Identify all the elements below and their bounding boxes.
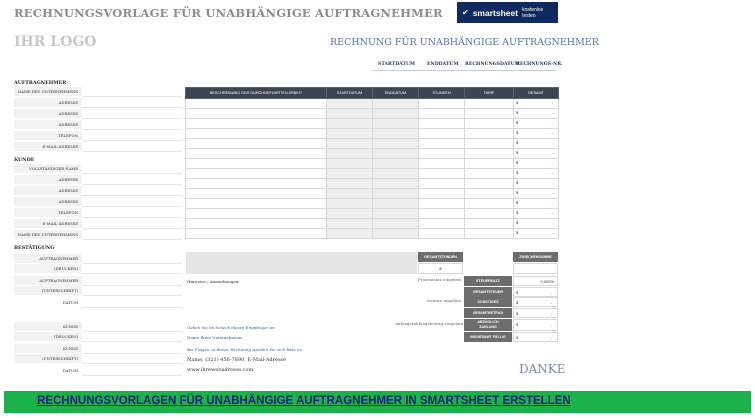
row-end-cell[interactable] — [373, 99, 419, 109]
contractor-field-input[interactable] — [82, 142, 182, 152]
row-total-cell — [514, 119, 559, 129]
row-hours-cell[interactable] — [419, 189, 465, 199]
signature-input[interactable] — [82, 354, 182, 364]
row-total-value: - — [551, 230, 553, 235]
row-rate-cell[interactable] — [465, 109, 514, 119]
col-rate: TARIF — [465, 88, 514, 99]
signature-label: (UNTERSCHRIFT) — [14, 354, 82, 364]
check-payee-line: Geben Sie im Scheck diesen Empfänger an: — [187, 325, 276, 330]
row-end-cell[interactable] — [373, 109, 419, 119]
row-start-cell[interactable] — [327, 159, 373, 169]
total-tax-label: GESAMTSTEUER — [464, 287, 512, 297]
customer-field-input[interactable] — [82, 197, 182, 207]
row-description-cell[interactable] — [186, 139, 327, 149]
col-description: BESCHREIBUNG DER DURCHGEFÜHRTEN ARBEIT — [186, 88, 327, 99]
customer-field-label: ADRESSE — [14, 175, 82, 185]
table-row — [186, 119, 559, 129]
table-row — [186, 209, 559, 219]
customer-field-label: VOLLSTÄNDIGER NAME — [14, 164, 82, 174]
smartsheet-banner-link[interactable]: RECHNUNGSVORLAGEN FÜR UNABHÄNGIGE AUFTRAGNEHMER IN SMARTSHEET ERSTELLEN — [37, 395, 571, 407]
row-currency: $ — [516, 140, 519, 145]
total-due-value-box — [513, 332, 558, 342]
row-hours-cell[interactable] — [419, 169, 465, 179]
row-hours-cell[interactable] — [419, 179, 465, 189]
row-currency: $ — [516, 180, 519, 185]
row-rate-cell[interactable] — [465, 99, 514, 109]
total-due-value: - — [550, 335, 552, 340]
row-start-cell[interactable] — [327, 169, 373, 179]
row-description-cell[interactable] — [186, 119, 327, 129]
total-amount-label: GESAMTBETRAG — [464, 308, 512, 318]
end-date-header: ENDDATUM — [427, 62, 459, 67]
row-total-cell — [514, 169, 559, 179]
row-total-value: - — [551, 110, 553, 115]
customer-field-input[interactable] — [82, 186, 182, 196]
page-title: RECHNUNGSVORLAGE FÜR UNABHÄNGIGE AUFTRAGNEHMER — [14, 6, 443, 20]
smartsheet-trial-button[interactable] — [457, 2, 558, 23]
summary-grey-band — [186, 252, 417, 274]
customer-field-input[interactable] — [82, 164, 182, 174]
row-end-cell[interactable] — [373, 229, 419, 239]
row-total-value: - — [551, 130, 553, 135]
customer-section-label: KUNDE — [14, 157, 35, 163]
table-row — [186, 189, 559, 199]
enter-other-hint: weitere angeben — [427, 298, 461, 303]
advance-label-line-1: ABZÜGLICH — [477, 320, 499, 324]
row-currency: $ — [516, 170, 519, 175]
thank-you-text: DANKE — [519, 362, 566, 376]
row-total-value: - — [551, 190, 553, 195]
row-total-value: - — [551, 120, 553, 125]
row-currency: $ — [516, 200, 519, 205]
customer-field-input[interactable] — [82, 230, 182, 240]
row-description-cell[interactable] — [186, 159, 327, 169]
total-hours-label: GESAMTSTUNDEN — [418, 252, 463, 262]
customer-field-input[interactable] — [82, 219, 182, 229]
row-total-cell — [514, 129, 559, 139]
total-hours-value: 0 — [418, 263, 463, 274]
row-start-cell[interactable] — [327, 229, 373, 239]
signature-input[interactable] — [82, 276, 182, 286]
advance-payment-value: - — [550, 322, 552, 327]
row-rate-cell[interactable] — [465, 169, 514, 179]
table-row — [186, 179, 559, 189]
signature-input[interactable] — [82, 286, 182, 296]
enter-percent-hint: Prozentsatz eingeben — [418, 277, 462, 282]
row-end-cell[interactable] — [373, 139, 419, 149]
total-tax-value: - — [550, 290, 552, 295]
signature-input[interactable] — [82, 254, 182, 264]
signature-input[interactable] — [82, 298, 182, 308]
col-end: ENDDATUM — [373, 88, 419, 99]
total-tax-value-box[interactable] — [513, 287, 558, 297]
customer-field-label: TELEFON — [14, 208, 82, 218]
contractor-field-input[interactable] — [82, 109, 182, 119]
row-start-cell[interactable] — [327, 149, 373, 159]
contractor-field-input[interactable] — [82, 131, 182, 141]
row-currency: $ — [516, 220, 519, 225]
signature-label: DATUM — [14, 298, 82, 308]
row-start-cell[interactable] — [327, 129, 373, 139]
smartsheet-cta: kostenlos testen — [522, 6, 544, 19]
row-total-cell — [514, 229, 559, 239]
signature-label: DATUM — [14, 366, 82, 376]
table-row — [186, 139, 559, 149]
row-description-cell[interactable] — [186, 179, 327, 189]
invoice-title: RECHNUNG FÜR UNABHÄNGIGE AUFTRAGNEHMER — [330, 37, 599, 48]
row-hours-cell[interactable] — [419, 109, 465, 119]
signature-input[interactable] — [82, 264, 182, 274]
date-header-divider — [372, 70, 556, 71]
signature-input[interactable] — [82, 332, 182, 342]
col-start: STARTDATUM — [327, 88, 373, 99]
other-value-box[interactable] — [513, 297, 558, 307]
smartsheet-brand: smartsheet — [472, 7, 519, 18]
row-description-cell[interactable] — [186, 229, 327, 239]
contractor-field-input[interactable] — [82, 120, 182, 130]
date-values-row[interactable] — [372, 72, 556, 80]
total-due-currency: $ — [516, 335, 519, 340]
row-hours-cell[interactable] — [419, 199, 465, 209]
row-end-cell[interactable] — [373, 169, 419, 179]
smartsheet-logo-icon: ✔ — [462, 8, 469, 17]
signature-label: KUNDE — [14, 322, 82, 332]
contractor-field-label: NAME DES UNTERNEHMENS — [14, 87, 82, 97]
row-currency: $ — [516, 120, 519, 125]
row-total-cell — [514, 99, 559, 109]
customer-field-label: ADRESSE — [14, 197, 82, 207]
table-row — [186, 219, 559, 229]
row-description-cell[interactable] — [186, 109, 327, 119]
signature-label: AUFTRAGNEHMER — [14, 276, 82, 286]
table-row — [186, 199, 559, 209]
row-start-cell[interactable] — [327, 139, 373, 149]
contractor-field-input[interactable] — [82, 87, 182, 97]
row-currency: $ — [516, 110, 519, 115]
contractor-field-label: ADRESSE — [14, 109, 82, 119]
row-description-cell[interactable] — [186, 149, 327, 159]
total-amount-value-box[interactable] — [513, 308, 558, 318]
row-hours-cell[interactable] — [419, 99, 465, 109]
signature-label: AUFTRAGNEHMER — [14, 254, 82, 264]
signature-label: KUNDE — [14, 344, 82, 354]
row-total-value: - — [551, 210, 553, 215]
invoice-number-header: RECHNUNGS-NR. — [516, 62, 563, 67]
advance-payment-value-box[interactable] — [513, 319, 558, 331]
row-end-cell[interactable] — [373, 199, 419, 209]
signature-label: (DRUCKEN) — [14, 332, 82, 342]
row-total-value: - — [551, 220, 553, 225]
table-row — [186, 149, 559, 159]
total-amount-value: - — [550, 311, 552, 316]
smartsheet-banner[interactable] — [4, 391, 751, 413]
row-end-cell[interactable] — [373, 219, 419, 229]
row-rate-cell[interactable] — [465, 219, 514, 229]
row-start-cell[interactable] — [327, 209, 373, 219]
row-total-value: - — [551, 170, 553, 175]
row-rate-cell[interactable] — [465, 199, 514, 209]
tax-rate-label: STEUERSATZ — [464, 276, 512, 286]
other-value: - — [550, 300, 552, 305]
signature-label: (DRUCKEN) — [14, 264, 82, 274]
table-row — [186, 109, 559, 119]
row-total-value: - — [551, 180, 553, 185]
row-rate-cell[interactable] — [465, 229, 514, 239]
row-hours-cell[interactable] — [419, 159, 465, 169]
row-total-cell — [514, 109, 559, 119]
row-end-cell[interactable] — [373, 179, 419, 189]
row-rate-cell[interactable] — [465, 149, 514, 159]
row-description-cell[interactable] — [186, 129, 327, 139]
questions-line: Bei Fragen zu dieser Rechnung wenden Sie sich bitte an — [187, 347, 303, 352]
table-row — [186, 129, 559, 139]
contractor-field-label: E-MAIL-ADRESSE — [14, 142, 82, 152]
row-currency: $ — [516, 230, 519, 235]
table-row — [186, 229, 559, 239]
row-description-cell[interactable] — [186, 169, 327, 179]
row-rate-cell[interactable] — [465, 119, 514, 129]
row-hours-cell[interactable] — [419, 139, 465, 149]
row-start-cell[interactable] — [327, 189, 373, 199]
row-hours-cell[interactable] — [419, 149, 465, 159]
signature-label: (UNTERSCHRIFT) — [14, 286, 82, 296]
row-total-cell — [514, 189, 559, 199]
row-rate-cell[interactable] — [465, 179, 514, 189]
row-currency: $ — [516, 130, 519, 135]
contact-line: Name, (321) 456-7890, E-Mail-Adresse — [187, 357, 287, 363]
start-date-header: STARTDATUM — [378, 62, 416, 67]
customer-field-label: NAME DES UNTERNEHMENS — [14, 230, 82, 240]
contractor-field-label: ADRESSE — [14, 98, 82, 108]
row-total-cell — [514, 199, 559, 209]
invoice-date-header: RECHNUNGSDATUM — [465, 62, 520, 67]
row-start-cell[interactable] — [327, 179, 373, 189]
contractor-section-label: AUFTRAGNEHMER — [14, 80, 67, 86]
contractor-field-label: ADRESSE — [14, 120, 82, 130]
row-currency: $ — [516, 190, 519, 195]
row-currency: $ — [516, 210, 519, 215]
other-currency: $ — [516, 300, 519, 305]
other-label: SONSTIGES — [464, 297, 512, 307]
row-rate-cell[interactable] — [465, 209, 514, 219]
row-currency: $ — [516, 160, 519, 165]
subtotal-value — [513, 263, 558, 274]
row-start-cell[interactable] — [327, 119, 373, 129]
row-hours-cell[interactable] — [419, 129, 465, 139]
row-total-cell — [514, 159, 559, 169]
row-end-cell[interactable] — [373, 119, 419, 129]
row-currency: $ — [516, 150, 519, 155]
row-start-cell[interactable] — [327, 219, 373, 229]
website-line: www.ihrewebadresse.com — [187, 367, 254, 373]
row-total-value: - — [551, 100, 553, 105]
total-tax-currency: $ — [516, 290, 519, 295]
company-name-line: Name Ihres Unternehmens — [187, 335, 243, 340]
row-rate-cell[interactable] — [465, 139, 514, 149]
table-header-row — [186, 88, 559, 99]
customer-field-label: ADRESSE — [14, 186, 82, 196]
row-description-cell[interactable] — [186, 189, 327, 199]
row-total-cell — [514, 209, 559, 219]
contractor-field-label: TELEFON — [14, 131, 82, 141]
invoice-line-table — [185, 87, 559, 239]
row-end-cell[interactable] — [373, 129, 419, 139]
row-hours-cell[interactable] — [419, 229, 465, 239]
total-due-label: INSGESAMT FÄLLIG — [464, 332, 512, 342]
tax-rate-value: 0,000% — [540, 279, 554, 284]
row-hours-cell[interactable] — [419, 119, 465, 129]
row-rate-cell[interactable] — [465, 189, 514, 199]
customer-field-input[interactable] — [82, 175, 182, 185]
table-row — [186, 99, 559, 109]
row-total-cell — [514, 179, 559, 189]
advance-label-line-2: ZAHLUNG — [479, 325, 497, 329]
row-rate-cell[interactable] — [465, 159, 514, 169]
row-total-cell — [514, 149, 559, 159]
subtotal-label: ZWISCHENSUMME — [513, 252, 558, 262]
row-end-cell[interactable] — [373, 189, 419, 199]
row-rate-cell[interactable] — [465, 129, 514, 139]
tax-rate-value-box[interactable] — [513, 276, 558, 286]
customer-field-input[interactable] — [82, 208, 182, 218]
row-description-cell[interactable] — [186, 209, 327, 219]
enter-advance-hint: Anfangszahlungsbetrag eingeben — [395, 321, 463, 326]
row-total-value: - — [551, 150, 553, 155]
row-end-cell[interactable] — [373, 159, 419, 169]
row-total-cell — [514, 219, 559, 229]
row-description-cell[interactable] — [186, 199, 327, 209]
row-end-cell[interactable] — [373, 149, 419, 159]
row-description-cell[interactable] — [186, 219, 327, 229]
customer-field-label: E-MAIL-ADRESSE — [14, 219, 82, 229]
table-row — [186, 159, 559, 169]
advance-payment-label — [464, 319, 512, 331]
row-start-cell[interactable] — [327, 99, 373, 109]
row-total-value: - — [551, 140, 553, 145]
advance-payment-currency: $ — [516, 322, 519, 327]
col-hours: STUNDEN — [419, 88, 465, 99]
row-hours-cell[interactable] — [419, 209, 465, 219]
remarks-label: Hinweise / Anmerkungen: — [187, 279, 240, 284]
row-total-value: - — [551, 200, 553, 205]
row-total-value: - — [551, 160, 553, 165]
row-end-cell[interactable] — [373, 209, 419, 219]
row-start-cell[interactable] — [327, 109, 373, 119]
contractor-field-input[interactable] — [82, 98, 182, 108]
row-hours-cell[interactable] — [419, 219, 465, 229]
row-description-cell[interactable] — [186, 99, 327, 109]
col-total: GESAMT — [514, 88, 559, 99]
row-start-cell[interactable] — [327, 199, 373, 209]
confirmation-section-label: BESTÄTIGUNG — [14, 245, 55, 251]
signature-input[interactable] — [82, 344, 182, 354]
signature-input[interactable] — [82, 366, 182, 376]
logo-placeholder: IHR LOGO — [14, 34, 97, 50]
table-row — [186, 169, 559, 179]
row-currency: $ — [516, 100, 519, 105]
row-total-cell — [514, 139, 559, 149]
total-amount-currency: $ — [516, 311, 519, 316]
signature-input[interactable] — [82, 322, 182, 332]
